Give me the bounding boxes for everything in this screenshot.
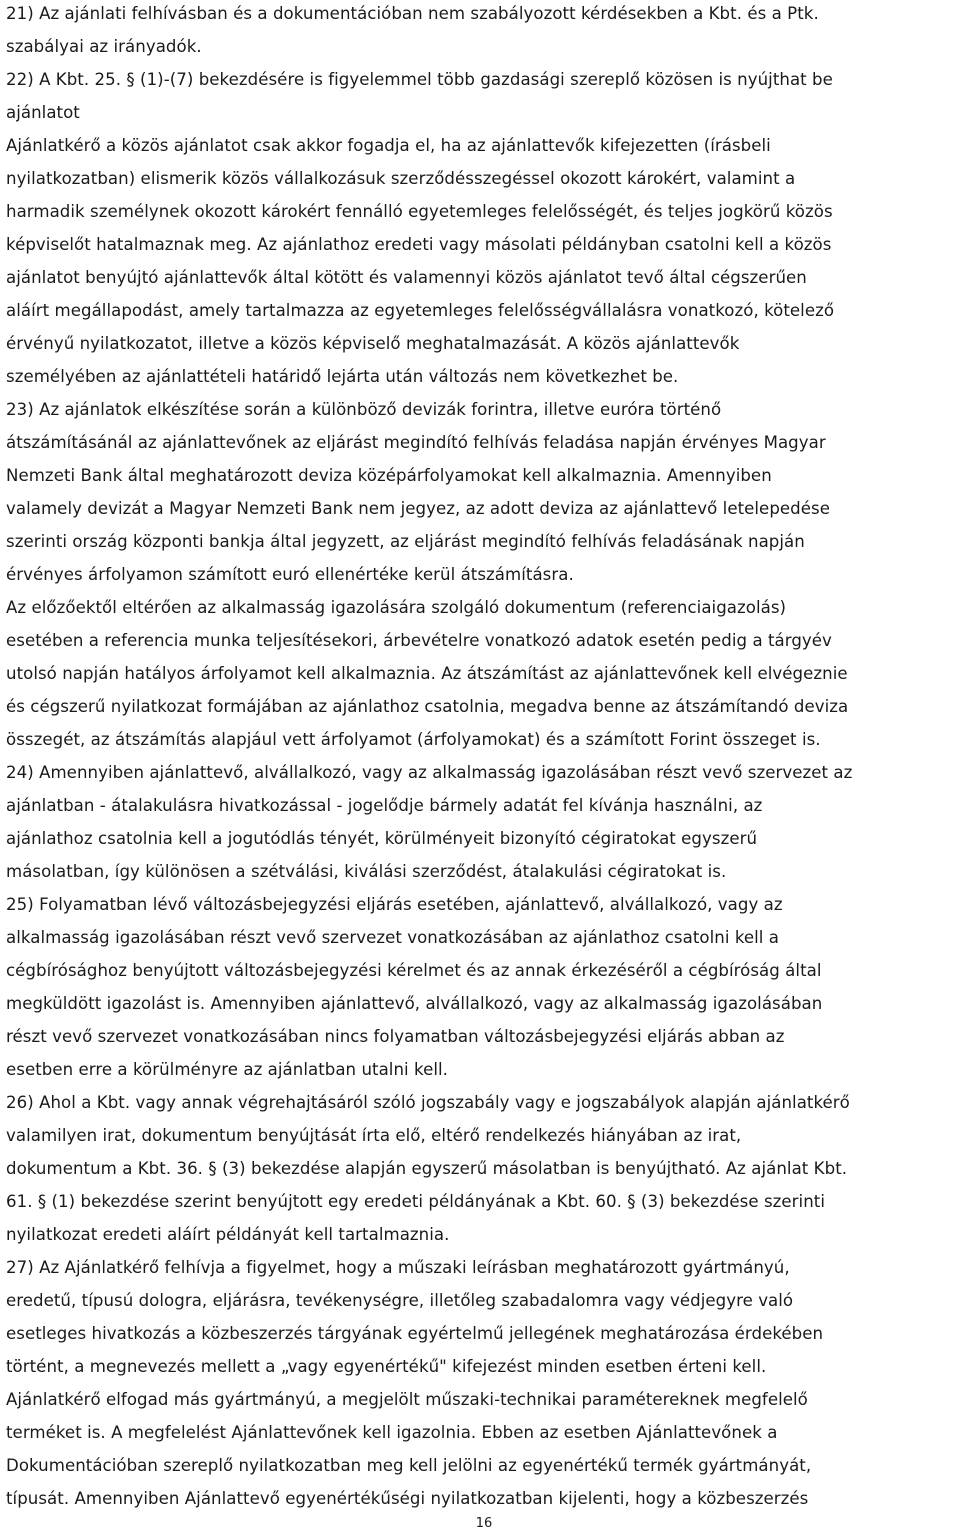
text-line: képviselőt hatalmaznak meg. Az ajánlathoz eredeti vagy másolati példányban csatolni kell a közös — [6, 235, 832, 254]
text-line: cégbírósághoz benyújtott változásbejegyzési kérelmet és az annak érkezéséről a cégbíróság által — [6, 961, 822, 980]
text-line: 25) Folyamatban lévő változásbejegyzési eljárás esetében, ajánlattevő, alvállalkozó, vagy az — [6, 895, 783, 914]
document-page — [6, 0, 960, 1534]
text-line: összegét, az átszámítás alapjául vett árfolyamot (árfolyamokat) és a számított Forint összeget is. — [6, 730, 821, 749]
text-line: valamely devizát a Magyar Nemzeti Bank nem jegyez, az adott deviza az ajánlattevő letelepedése — [6, 499, 830, 518]
text-line: történt, a megnevezés mellett a „vagy egyenértékű" kifejezést minden esetben érteni kell. — [6, 1357, 767, 1376]
page-number: 16 — [475, 1516, 493, 1531]
text-line: 23) Az ajánlatok elkészítése során a különböző devizák forintra, illetve euróra történő — [6, 400, 722, 419]
text-line: szerinti ország központi bankja által jegyzett, az eljárást megindító felhívás feladásának napján — [6, 532, 805, 551]
text-line: nyilatkozat eredeti aláírt példányát kell tartalmaznia. — [6, 1225, 450, 1244]
text-line: 22) A Kbt. 25. § (1)-(7) bekezdésére is figyelemmel több gazdasági szereplő közösen is nyújthat be — [6, 70, 833, 89]
text-line: ajánlatot benyújtó ajánlattevők által kötött és valamennyi közös ajánlatot tevő által cégszerűen — [6, 268, 807, 287]
text-line: 24) Amennyiben ajánlattevő, alvállalkozó, vagy az alkalmasság igazolásában részt vevő szervezet az — [6, 763, 853, 782]
text-line: személyében az ajánlattételi határidő lejárta után változás nem következhet be. — [6, 367, 679, 386]
text-line: megküldött igazolást is. Amennyiben ajánlattevő, alvállalkozó, vagy az alkalmasság igazolásában — [6, 994, 823, 1013]
text-line: Ajánlatkérő a közös ajánlatot csak akkor fogadja el, ha az ajánlattevők kifejezetten (írásbeli — [6, 136, 771, 155]
text-line: másolatban, így különösen a szétválási, kiválási szerződést, átalakulási cégiratokat is. — [6, 862, 727, 881]
text-line: 61. § (1) bekezdése szerint benyújtott egy eredeti példányának a Kbt. 60. § (3) bekezdése szerinti — [6, 1192, 825, 1211]
text-line: Az előzőektől eltérően az alkalmasság igazolására szolgáló dokumentum (referenciaigazolás) — [6, 598, 787, 617]
text-line: 21) Az ajánlati felhívásban és a dokumentációban nem szabályozott kérdésekben a Kbt. és a Ptk. — [6, 4, 819, 23]
text-line: 26) Ahol a Kbt. vagy annak végrehajtásáról szóló jogszabály vagy e jogszabályok alapján ajánlatkérő — [6, 1093, 850, 1112]
text-line: 27) Az Ajánlatkérő felhívja a figyelmet, hogy a műszaki leírásban meghatározott gyártmányú, — [6, 1258, 790, 1277]
text-line: dokumentum a Kbt. 36. § (3) bekezdése alapján egyszerű másolatban is benyújtható. Az ajánlat Kbt. — [6, 1159, 848, 1178]
text-line: alkalmasság igazolásában részt vevő szervezet vonatkozásában az ajánlathoz csatolni kell a — [6, 928, 780, 947]
text-line: érvényes árfolyamon számított euró ellenértéke kerül átszámításra. — [6, 565, 574, 584]
text-line: és cégszerű nyilatkozat formájában az ajánlathoz csatolnia, megadva benne az átszámítandó deviza — [6, 697, 849, 716]
text-line: típusát. Amennyiben Ajánlattevő egyenértékűségi nyilatkozatban kijelenti, hogy a közbeszerzés — [6, 1489, 809, 1508]
text-line: szabályai az irányadók. — [6, 37, 202, 56]
text-line: utolsó napján hatályos árfolyamot kell alkalmaznia. Az átszámítást az ajánlattevőnek kell elvégeznie — [6, 664, 848, 683]
text-line: eredetű, típusú dologra, eljárásra, tevékenységre, illetőleg szabadalomra vagy védjegyre való — [6, 1291, 794, 1310]
text-line: harmadik személynek okozott károkért fennálló egyetemleges felelősségét, és teljes jogkörű közös — [6, 202, 833, 221]
text-line: részt vevő szervezet vonatkozásában nincs folyamatban változásbejegyzési eljárás abban az — [6, 1027, 785, 1046]
text-line: ajánlatot — [6, 103, 80, 122]
text-line: terméket is. A megfelelést Ajánlattevőnek kell igazolnia. Ebben az esetben Ajánlattevőnek a — [6, 1423, 778, 1442]
text-line: átszámításánál az ajánlattevőnek az eljárást megindító felhívás feladása napján érvényes Magyar — [6, 433, 826, 452]
text-line: esetben erre a körülményre az ajánlatban utalni kell. — [6, 1060, 448, 1079]
text-line: nyilatkozatban) elismerik közös vállalkozásuk szerződésszegéssel okozott károkért, valamint a — [6, 169, 796, 188]
text-line: Nemzeti Bank által meghatározott deviza középárfolyamokat kell alkalmaznia. Amennyiben — [6, 466, 772, 485]
text-line: ajánlatban - átalakulásra hivatkozással - jogelődje bármely adatát fel kívánja használni, az — [6, 796, 763, 815]
text-line: esetleges hivatkozás a közbeszerzés tárgyának egyértelmű jellegének meghatározása érdekében — [6, 1324, 824, 1343]
text-line: aláírt megállapodást, amely tartalmazza az egyetemleges felelősségvállalásra vonatkozó, kötelező — [6, 301, 835, 320]
text-line: érvényű nyilatkozatot, illetve a közös képviselő meghatalmazását. A közös ajánlattevők — [6, 334, 740, 353]
text-line: Ajánlatkérő elfogad más gyártmányú, a megjelölt műszaki-technikai paramétereknek megfelelő — [6, 1390, 808, 1409]
text-line: esetében a referencia munka teljesítésekori, árbevételre vonatkozó adatok esetén pedig a tárgyév — [6, 631, 832, 650]
text-line: ajánlathoz csatolnia kell a jogutódlás tényét, körülményeit bizonyító cégiratokat egyszerű — [6, 829, 758, 848]
text-line: valamilyen irat, dokumentum benyújtását írta elő, eltérő rendelkezés hiányában az irat, — [6, 1126, 742, 1145]
text-line: Dokumentációban szereplő nyilatkozatban meg kell jelölni az egyenértékű termék gyártmányát, — [6, 1456, 812, 1475]
